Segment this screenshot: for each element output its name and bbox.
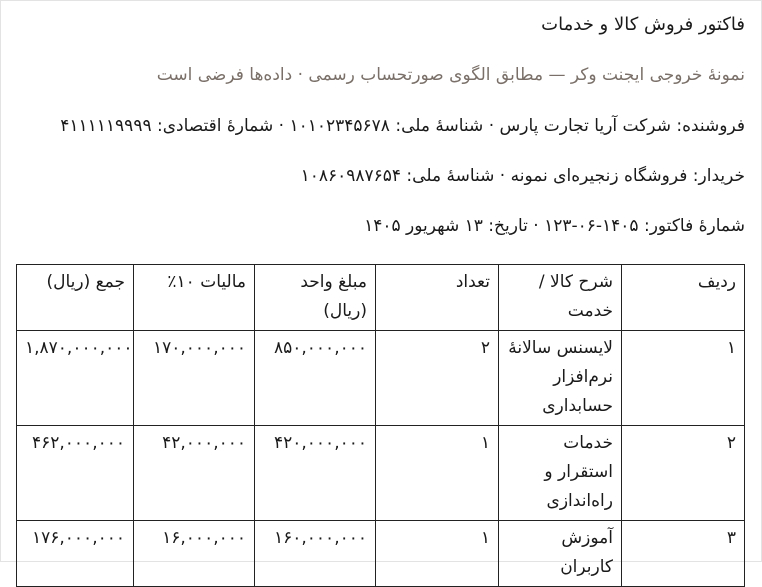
header-tax: مالیات ۱۰٪ <box>134 265 255 331</box>
cell-tax: ۱۷۰,۰۰۰,۰۰۰ <box>134 331 255 426</box>
cell-description: خدمات استقرار و راه‌اندازی <box>499 426 622 521</box>
header-quantity: تعداد <box>376 265 499 331</box>
seller-info: فروشنده: شرکت آریا تجارت پارس · شناسهٔ ملی: ۱۰۱۰۲۳۴۵۶۷۸ · شمارهٔ اقتصادی: ۴۱۱۱۱۱۹۹۹۹ <box>60 116 745 136</box>
invoice-info: شمارهٔ فاکتور: ۱۴۰۵-۰۶-۱۲۳ · تاریخ: ۱۳ شهریور ۱۴۰۵ <box>364 216 745 236</box>
cell-quantity: ۱ <box>376 426 499 521</box>
buyer-info: خریدار: فروشگاه زنجیره‌ای نمونه · شناسهٔ ملی: ۱۰۸۶۰۹۸۷۶۵۴ <box>300 166 745 186</box>
header-description: شرح کالا / خدمت <box>499 265 622 331</box>
cell-tax: ۴۲,۰۰۰,۰۰۰ <box>134 426 255 521</box>
cell-row-number: ۱ <box>622 331 745 426</box>
invoice-items-table <box>16 264 745 587</box>
document-subtitle: نمونهٔ خروجی ایجنت وکر — مطابق الگوی صورتحساب رسمی · داده‌ها فرضی است <box>156 65 745 85</box>
header-unit-price: مبلغ واحد (ریال) <box>255 265 376 331</box>
cell-row-number: ۳ <box>622 521 745 587</box>
cell-unit-price: ۸۵۰,۰۰۰,۰۰۰ <box>255 331 376 426</box>
cell-quantity: ۱ <box>376 521 499 587</box>
document-title: فاکتور فروش کالا و خدمات <box>541 14 745 35</box>
table-row <box>17 521 745 587</box>
cell-unit-price: ۴۲۰,۰۰۰,۰۰۰ <box>255 426 376 521</box>
table-row <box>17 331 745 426</box>
table-header-row <box>17 265 745 331</box>
cell-quantity: ۲ <box>376 331 499 426</box>
cell-total: ۱۷۶,۰۰۰,۰۰۰ <box>17 521 134 587</box>
cell-unit-price: ۱۶۰,۰۰۰,۰۰۰ <box>255 521 376 587</box>
cell-total: ۴۶۲,۰۰۰,۰۰۰ <box>17 426 134 521</box>
cell-tax: ۱۶,۰۰۰,۰۰۰ <box>134 521 255 587</box>
table-row <box>17 426 745 521</box>
header-row-number: ردیف <box>622 265 745 331</box>
cell-description: آموزش کاربران <box>499 521 622 587</box>
cell-description: لایسنس سالانهٔ نرم‌افزار حسابداری <box>499 331 622 426</box>
header-total: جمع (ریال) <box>17 265 134 331</box>
cell-total: ۱,۸۷۰,۰۰۰,۰۰۰ <box>17 331 134 426</box>
cell-row-number: ۲ <box>622 426 745 521</box>
